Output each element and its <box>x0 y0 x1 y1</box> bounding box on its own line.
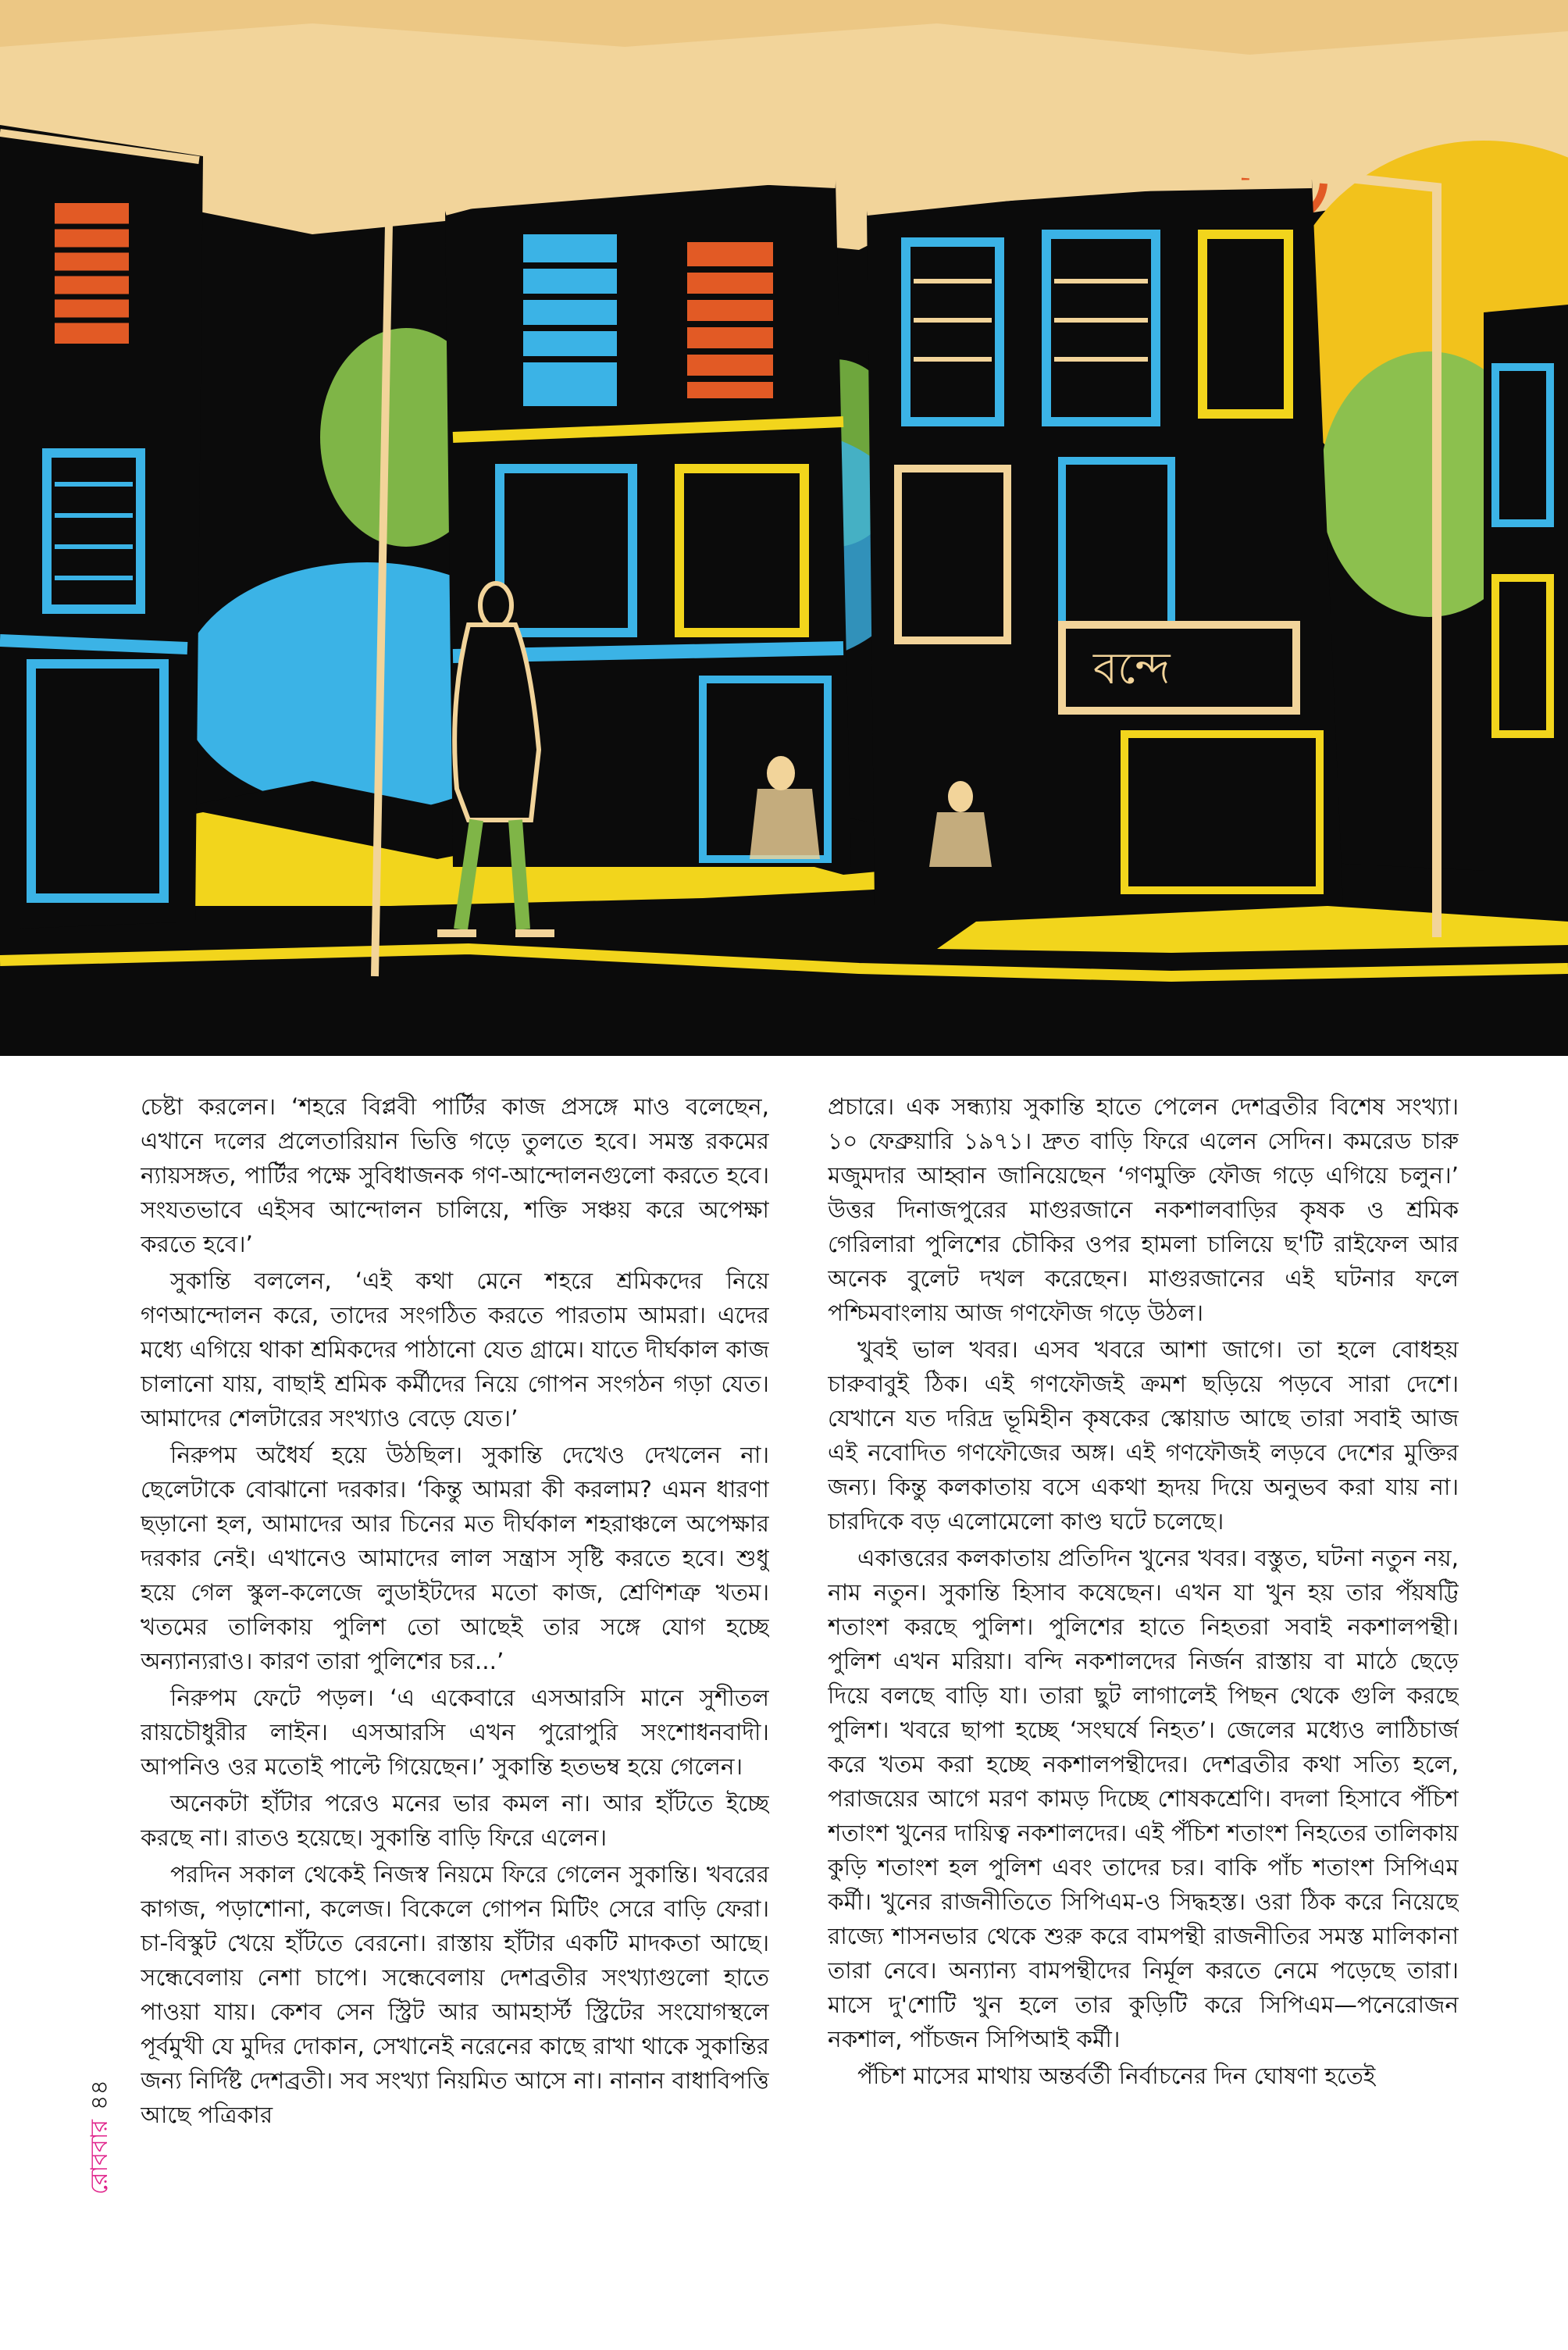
paragraph: নিরুপম অধৈর্য হয়ে উঠছিল। সুকান্তি দেখেও দেখলেন না। ছেলেটাকে বোঝানো দরকার। ‘কিন্তু আমরা কী করলাম? এমন ধারণা ছড়ানো হল, আমাদের আর চিনের মত দীর্ঘকাল শহরাঞ্চলে অপেক্ষার দরকার নেই। এখানেও আমাদের লাল সন্ত্রাস সৃষ্টি করতে হবে। শুধু হয়ে গেল স্কুল-কলেজে লুডাইটদের মতো কাজ, শ্রেণিশত্রু খতম। খতমের তালিকায় পুলিশ তো আছেই তার সঙ্গে যোগ হচ্ছে অন্যান্যরাও। কারণ তারা পুলিশের চর...’ <box>141 1442 769 1674</box>
paragraph: সুকান্তি বললেন, ‘এই কথা মেনে শহরে শ্রমিকদের নিয়ে গণআন্দোলন করে, তাদের সংগঠিত করতে পারতাম আমরা। এদের মধ্যে এগিয়ে থাকা শ্রমিকদের পাঠানো যেত গ্রামে। যাতে দীর্ঘকাল কাজ চালানো যায়, বাছাই শ্রমিক কর্মীদের নিয়ে গোপন সংগঠন গড়া যেত। আমাদের শেলটারের সংখ্যাও বেড়ে যেত।’ <box>141 1268 769 1432</box>
paragraph: অনেকটা হাঁটার পরেও মনের ভার কমল না। আর হাঁটতে ইচ্ছে করছে না। রাতও হয়েছে। সুকান্তি বাড়ি ফিরে এলেন। <box>141 1790 769 1851</box>
paragraph: খুবই ভাল খবর। এসব খবরে আশা জাগে। তা হলে বোধহয় চারুবাবুই ঠিক। এই গণফৌজই ক্রমশ ছড়িয়ে পড়বে সারা দেশে। যেখানে যত দরিদ্র ভূমিহীন কৃষকের স্কোয়াড আছে তারা সবাই আজ এই নবোদিত গণফৌজের অঙ্গ। এই গণফৌজই লড়বে দেশের মুক্তির জন্য। কিন্তু কলকাতায় বসে একথা হৃদয় দিয়ে অনুভব করা যায় না। চারদিকে বড় এলোমেলো কাণ্ড ঘটে চলেছে। <box>828 1336 1459 1535</box>
building-far-right <box>1484 305 1568 906</box>
building-right <box>867 180 1343 906</box>
paragraph: একাত্তরের কলকাতায় প্রতিদিন খুনের খবর। বস্তুত, ঘটনা নতুন নয়, নাম নতুন। সুকান্তি হিসাব কষেছেন। এখন যা খুন হয় তার পঁয়ষট্টি শতাংশ করছে পুলিশ। পুলিশের হাতে নিহতরা সবাই নকশালপন্থী। পুলিশ এখন মরিয়া। বন্দি নকশালদের নির্জন রাস্তায় বা মাঠে ছেড়ে দিয়ে বলছে বাড়ি যা। তারা ছুট লাগালেই পিছন থেকে গুলি করছে পুলিশ। খবরে ছাপা হচ্ছে ‘সংঘর্ষে নিহত’। জেলের মধ্যেও লাঠিচার্জ করে খতম করা হচ্ছে নকশালপন্থীদের। দেশব্রতীর কথা সত্যি হলে, পরাজয়ের আগে মরণ কামড় দিচ্ছে শোষকশ্রেণি। বদলা হিসাবে পঁচিশ শতাংশ খুনের দায়িত্ব নকশালদের। এই পঁচিশ শতাংশ নিহতের তালিকায় কুড়ি শতাংশ হল পুলিশ এবং তাদের চর। বাকি পাঁচ শতাংশ সিপিএম কর্মী। খুনের রাজনীতিতে সিপিএম-ও সিদ্ধহস্ত। ওরা ঠিক করে নিয়েছে রাজ্যে শাসনভার থেকে শুরু করে বামপন্থী রাজনীতির সমস্ত মালিকানা তারা নেবে। অন্যান্য বামপন্থীদের নির্মূল করতে নেমে পড়েছে তারা। মাসে দু'শোটি খুন হলে তার কুড়িটি করে সিপিএম—পনেরোজন নকশাল, পাঁচজন সিপিআই কর্মী। <box>828 1545 1459 2052</box>
magazine-name: রোববার <box>86 2120 113 2195</box>
shop-sign: বন্দে <box>1093 644 1171 694</box>
paragraph: নিরুপম ফেটে পড়ল। ‘এ একেবারে এসআরসি মানে সুশীতল রায়চৌধুরীর লাইন। এসআরসি এখন পুরোপুরি সংশোধনবাদী। আপনিও ওর মতোই পাল্টে গিয়েছেন।’ সুকান্তি হতভম্ব হয়ে গেলেন। <box>141 1685 769 1780</box>
folio <box>80 2080 120 2195</box>
paragraph: পঁচিশ মাসের মাথায় অন্তর্বর্তী নির্বাচনের দিন ঘোষণা হতেই <box>857 2063 1376 2089</box>
page-number: ৪৪ <box>86 2080 113 2111</box>
paragraph: পরদিন সকাল থেকেই নিজস্ব নিয়মে ফিরে গেলেন সুকান্তি। খবরের কাগজ, পড়াশোনা, কলেজ। বিকেলে গোপন মিটিং সেরে বাড়ি ফেরা। চা-বিস্কুট খেয়ে হাঁটতে বেরনো। রাস্তায় হাঁটার একটি মাদকতা আছে। সন্ধেবেলায় নেশা চাপে। সন্ধেবেলায় দেশব্রতীর সংখ্যাগুলো হাতে পাওয়া যায়। কেশব সেন স্ট্রিট আর আমহার্স্ট স্ট্রিটের সংযোগস্থলে পূর্বমুখী যে মুদির দোকান, সেখানেই নরেনের কাছে রাখা থাকে সুকান্তির জন্য নির্দিষ্ট দেশব্রতী। সব সংখ্যা নিয়মিত আসে না। নানান বাধাবিপত্তি আছে পত্রিকার <box>141 1861 769 2128</box>
left-column <box>141 1089 769 2214</box>
right-column <box>828 1089 1459 2214</box>
paragraph: প্রচারে। এক সন্ধ্যায় সুকান্তি হাতে পেলেন দেশব্রতীর বিশেষ সংখ্যা। ১০ ফেব্রুয়ারি ১৯৭১। দ্রুত বাড়ি ফিরে এলেন সেদিন। কমরেড চারু মজুমদার আহ্বান জানিয়েছেন ‘গণমুক্তি ফৌজ গড়ে এগিয়ে চলুন।’ উত্তর দিনাজপুরের মাগুরজানে নকশালবাড়ির কৃষক ও শ্রমিক গেরিলারা পুলিশের চৌকির ওপর হামলা চালিয়ে ছ'টি রাইফেল আর অনেক বুলেট দখল করেছেন। মাগুরজানের এই ঘটনার ফলে পশ্চিমবাংলায় আজ গণফৌজ গড়ে উঠল। <box>828 1093 1459 1326</box>
paragraph: চেষ্টা করলেন। ‘শহরে বিপ্লবী পার্টির কাজ প্রসঙ্গে মাও বলেছেন, এখানে দলের প্রলেতারিয়ান ভিত্তি গড়ে তুলতে হবে। সমস্ত রকমের ন্যায়সঙ্গত, পার্টির পক্ষে সুবিধাজনক গণ-আন্দোলনগুলো করতে হবে। সংযতভাবে এইসব আন্দোলন চালিয়ে, শক্তি সঞ্চয় করে অপেক্ষা করতে হবে।’ <box>141 1093 769 1257</box>
building-left <box>0 125 203 929</box>
street-illustration <box>0 0 1568 1056</box>
